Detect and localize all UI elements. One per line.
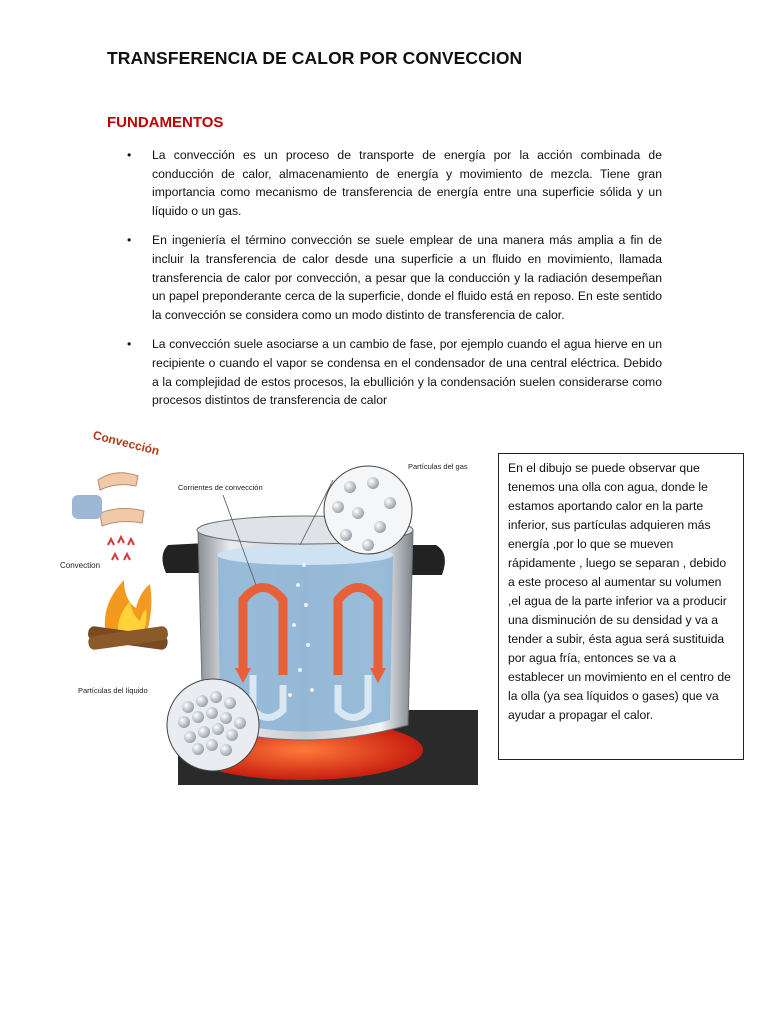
list-item bbox=[127, 146, 662, 220]
paragraph-text: La convección es un proceso de transporte de energía por la acción combinada de conducción de calor, almacenamiento de energía y movimiento de mezcla. Tiene gran importancia como mecanismo de transferencia de energía entre una superficie sólida y un líquido o un gas. bbox=[152, 148, 662, 218]
bullet-list bbox=[127, 146, 662, 421]
paragraph-text: En ingeniería el término convección se suele emplear de una manera más amplia a fin de incluir la transferencia de calor desde una superficie a un fluido en movimiento, llamada transferencia de calor por convección, a pesar que la conducción y la radiación desempeñan un papel preponderante cerca de la superficie, donde el fluido está en reposo. En este sentido la convección se considera como un modo distinto de transferencia de calor. bbox=[152, 233, 662, 322]
convection-side-label: Convection bbox=[60, 561, 101, 570]
list-item bbox=[127, 231, 662, 324]
list-item bbox=[127, 335, 662, 409]
section-heading: FUNDAMENTOS bbox=[107, 114, 224, 131]
campfire-illustration bbox=[60, 428, 169, 651]
bullet-icon: • bbox=[127, 337, 132, 352]
page-title: TRANSFERENCIA DE CALOR POR CONVECCION bbox=[107, 48, 523, 68]
bullet-icon: • bbox=[127, 233, 132, 248]
liquid-particles-magnifier bbox=[78, 679, 259, 771]
gas-particles-label: Partículas del gas bbox=[408, 462, 468, 471]
explanation-textbox: En el dibujo se puede observar que tenemos una olla con agua, donde le estamos aportando calor en la parte inferior, sus partículas adquieren más energía ,por lo que se mueven rápidamente , luego se separan , debido a este proceso al aumentar su volumen ,el agua de la parte inferior va a producir una disminución de su densidad y va a tender a subir, ésta agua será sustituida por agua fría, entonces se va a establecer un movimiento en el centro de la olla (ya sea líquidos o gases) que va ayudar a propagar el calor. bbox=[498, 453, 744, 760]
convection-illustration bbox=[60, 425, 483, 790]
paragraph-text: La convección suele asociarse a un cambio de fase, por ejemplo cuando el agua hierve en un recipiente o cuando el vapor se condensa en el condensador de una central eléctrica. Debido a la complejidad de estos procesos, la ebullición y la condensación suelen considerarse como procesos distintos de transferencia de calor bbox=[152, 337, 662, 408]
convection-title-label: Convección bbox=[91, 427, 161, 459]
liquid-particles-label: Partículas del líquido bbox=[78, 686, 148, 695]
bullet-icon: • bbox=[127, 148, 132, 162]
convection-currents-label: Corrientes de convección bbox=[178, 483, 263, 492]
